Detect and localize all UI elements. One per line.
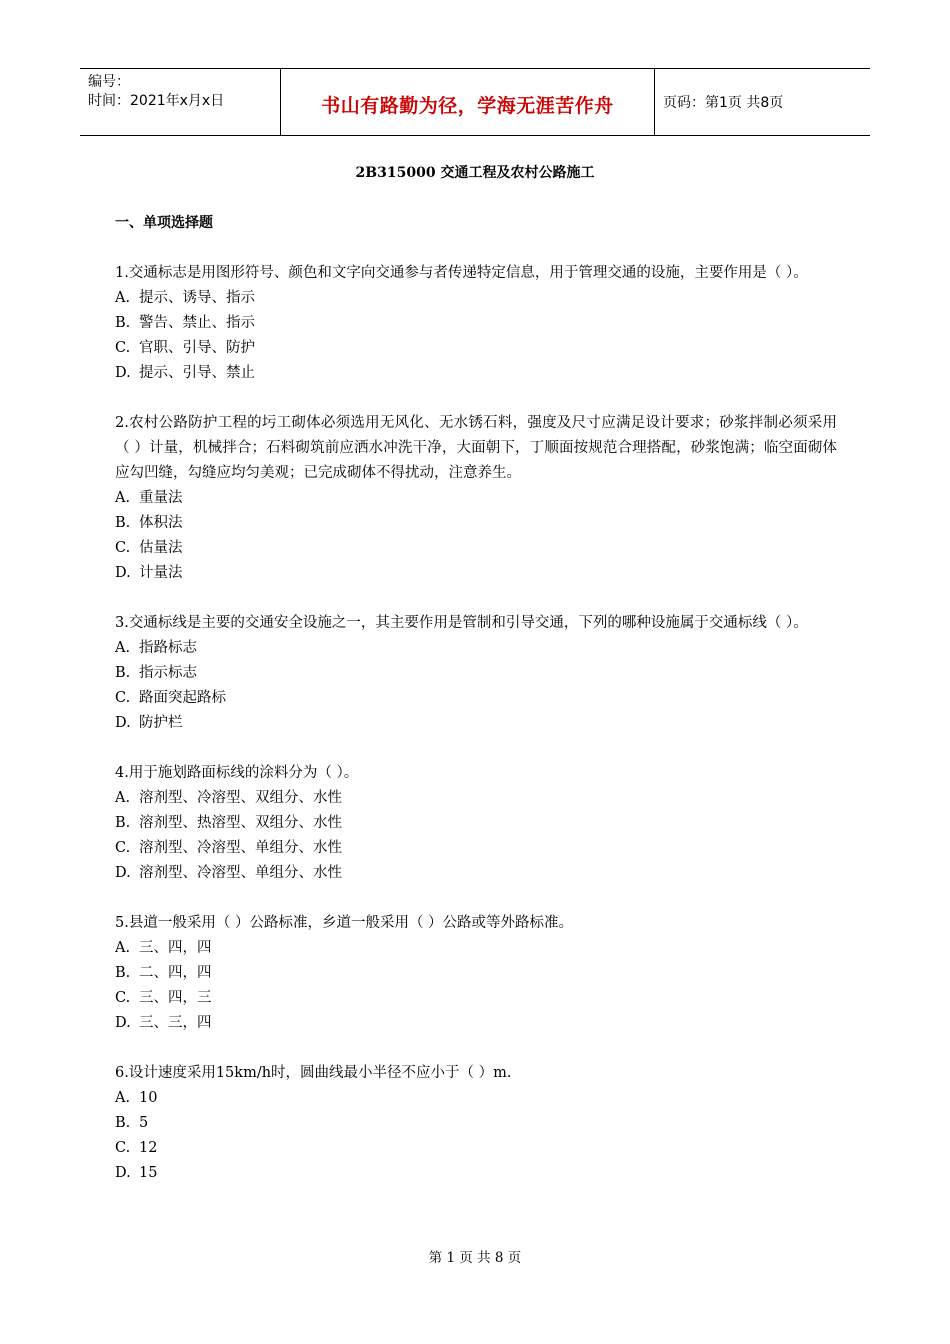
- option-letter: B.: [115, 965, 131, 981]
- option-text: 指路标志: [139, 640, 197, 656]
- answer-option: [115, 561, 837, 586]
- answer-option: [115, 1011, 837, 1036]
- option-letter: D.: [115, 565, 131, 581]
- question-item: [115, 1061, 837, 1186]
- page-footer: 第 1 页 共 8 页: [428, 1250, 522, 1266]
- answer-option: [115, 361, 837, 386]
- option-text: 计量法: [139, 565, 183, 581]
- option-letter: D.: [115, 1015, 131, 1031]
- answer-option: [115, 286, 837, 311]
- question-item: [115, 411, 837, 586]
- page-info: 页码：第1页 共8页: [663, 95, 784, 111]
- option-letter: B.: [115, 315, 131, 331]
- option-letter: C.: [115, 840, 131, 856]
- answer-option: [115, 1136, 837, 1161]
- question-item: [115, 261, 837, 386]
- option-letter: A.: [115, 640, 131, 656]
- option-letter: A.: [115, 940, 131, 956]
- option-text: 溶剂型、冷溶型、双组分、水性: [139, 790, 342, 806]
- header-page-cell: [655, 69, 870, 135]
- slogan: 书山有路勤为径，学海无涯苦作舟: [321, 94, 614, 117]
- option-letter: D.: [115, 1165, 131, 1181]
- option-text: 溶剂型、冷溶型、单组分、水性: [139, 865, 342, 881]
- option-letter: A.: [115, 1090, 131, 1106]
- option-text: 三、四，三: [139, 990, 212, 1006]
- option-text: 溶剂型、冷溶型、单组分、水性: [139, 840, 342, 856]
- option-letter: C.: [115, 1140, 131, 1156]
- option-text: 提示、诱导、指示: [139, 290, 255, 306]
- option-letter: D.: [115, 715, 131, 731]
- option-text: 重量法: [139, 490, 183, 506]
- answer-option: [115, 336, 837, 361]
- answer-option: [115, 686, 837, 711]
- number-label: 编号：: [88, 74, 130, 90]
- option-letter: A.: [115, 290, 131, 306]
- option-letter: D.: [115, 365, 131, 381]
- option-letter: D.: [115, 865, 131, 881]
- question-stem: 2.农村公路防护工程的圬工砌体必须选用无风化、无水锈石料，强度及尺寸应满足设计要求；砂浆拌制必须采用（ ）计量，机械拌合；石料砌筑前应洒水冲洗干净，大面朝下，丁顺面按规范合理搭配，砂浆饱满；临空面砌体应勾凹缝，勾缝应均匀美观；已完成砌体不得扰动，注意养生。: [115, 415, 837, 481]
- answer-option: [115, 1161, 837, 1186]
- answer-option: [115, 536, 837, 561]
- option-text: 5: [139, 1115, 149, 1131]
- option-text: 体积法: [139, 515, 183, 531]
- answer-option: [115, 311, 837, 336]
- question-item: [115, 611, 837, 736]
- option-text: 估量法: [139, 540, 183, 556]
- option-letter: A.: [115, 790, 131, 806]
- option-letter: B.: [115, 665, 131, 681]
- answer-option: [115, 486, 837, 511]
- time-label: 时间：2021年x月x日: [88, 93, 225, 109]
- option-letter: A.: [115, 490, 131, 506]
- answer-option: [115, 1086, 837, 1111]
- question-list: [115, 261, 837, 1211]
- question-stem: 3.交通标线是主要的交通安全设施之一，其主要作用是管制和引导交通，下列的哪种设施属于交通标线（ ）。: [115, 615, 808, 631]
- question-stem: 5.县道一般采用（ ）公路标准，乡道一般采用（ ）公路或等外路标准。: [115, 915, 574, 931]
- option-text: 警告、禁止、指示: [139, 315, 255, 331]
- answer-option: [115, 786, 837, 811]
- answer-option: [115, 861, 837, 886]
- option-text: 指示标志: [139, 665, 197, 681]
- option-text: 三、四，四: [139, 940, 212, 956]
- option-text: 12: [139, 1140, 158, 1156]
- option-text: 10: [139, 1090, 158, 1106]
- question-item: [115, 761, 837, 886]
- header-meta-cell: [80, 69, 281, 135]
- answer-option: [115, 636, 837, 661]
- question-stem: 4.用于施划路面标线的涂料分为（ ）。: [115, 765, 359, 781]
- answer-option: [115, 511, 837, 536]
- option-letter: B.: [115, 815, 131, 831]
- answer-option: [115, 961, 837, 986]
- answer-option: [115, 836, 837, 861]
- question-stem: 1.交通标志是用图形符号、颜色和文字向交通参与者传递特定信息，用于管理交通的设施，主要作用是（ ）。: [115, 265, 808, 281]
- option-letter: B.: [115, 515, 131, 531]
- header-table: [80, 68, 870, 136]
- option-text: 二、四，四: [139, 965, 212, 981]
- question-stem: 6.设计速度采用15km/h时，圆曲线最小半径不应小于（ ）m.: [115, 1065, 512, 1081]
- answer-option: [115, 811, 837, 836]
- option-text: 溶剂型、热溶型、双组分、水性: [139, 815, 342, 831]
- answer-option: [115, 1111, 837, 1136]
- option-text: 路面突起路标: [139, 690, 226, 706]
- question-item: [115, 911, 837, 1036]
- answer-option: [115, 936, 837, 961]
- option-letter: C.: [115, 690, 131, 706]
- option-text: 官职、引导、防护: [139, 340, 255, 356]
- option-letter: C.: [115, 990, 131, 1006]
- option-text: 三、三，四: [139, 1015, 212, 1031]
- section-heading: 一、单项选择题: [115, 215, 213, 231]
- option-text: 15: [139, 1165, 158, 1181]
- option-letter: C.: [115, 540, 131, 556]
- option-letter: B.: [115, 1115, 131, 1131]
- option-letter: C.: [115, 340, 131, 356]
- option-text: 防护栏: [139, 715, 183, 731]
- header-slogan-cell: [281, 69, 655, 135]
- option-text: 提示、引导、禁止: [139, 365, 255, 381]
- document-title: 2B315000 交通工程及农村公路施工: [355, 165, 595, 181]
- answer-option: [115, 661, 837, 686]
- answer-option: [115, 986, 837, 1011]
- answer-option: [115, 711, 837, 736]
